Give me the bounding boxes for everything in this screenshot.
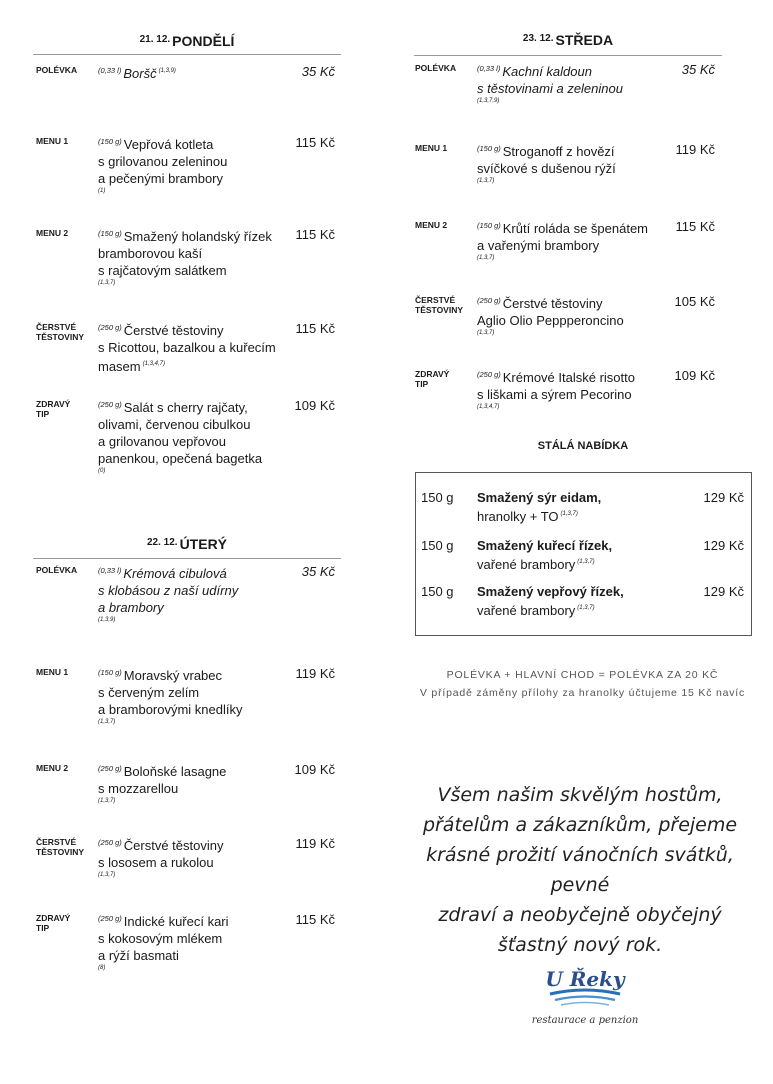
day-date: 22. 12.: [146, 537, 178, 548]
stala-dish-side: vařené brambory: [477, 603, 576, 618]
restaurant-logo: [505, 960, 665, 1030]
menu-item-description: [477, 60, 662, 105]
menu-item-text: Moravský vrabec s červeným zelím a bramborovými knedlíky: [98, 668, 243, 717]
menu-item-description: [98, 62, 283, 82]
menu-item-weight: (250 g): [98, 400, 122, 409]
greeting-line: Všem našim skvělým hostům,: [437, 784, 723, 806]
menu-item-allergens: (1,3,4,7): [142, 361, 165, 367]
menu-item-weight: (250 g): [477, 370, 501, 379]
menu-item-description: [98, 319, 283, 375]
menu-item-price: 109 Kč: [294, 398, 335, 413]
day-divider: [33, 54, 341, 55]
day-divider: [33, 558, 341, 559]
menu-item-label: ČERSTVÉ TĚSTOVINY: [36, 322, 85, 342]
menu-item-price: 115 Kč: [295, 227, 335, 242]
menu-item-description: [477, 366, 662, 411]
menu-item-weight: (0,33 l): [98, 66, 122, 75]
stala-weight: 150 g: [421, 538, 454, 553]
menu-item-description: [477, 292, 662, 337]
day-heading: [414, 32, 722, 50]
stala-dish: [477, 583, 657, 619]
stala-dish-side: hranolky + TO: [477, 509, 559, 524]
menu-item-description: [98, 664, 283, 726]
menu-item-weight: (250 g): [477, 296, 501, 305]
menu-item-label: MENU 1: [36, 667, 69, 677]
stala-dish-allergens: (1,3,7): [560, 511, 578, 517]
menu-item-description: [98, 133, 283, 195]
menu-item-text: Krémové Italské risotto s liškami a sýrem Pecorino: [477, 370, 635, 402]
day-date: 23. 12.: [522, 33, 554, 44]
menu-item-allergens: (1,3,7): [98, 872, 116, 878]
menu-item-price: 109 Kč: [294, 762, 335, 777]
combo-note: POLÉVKA + HLAVNÍ CHOD = POLÉVKA ZA 20 KČ: [446, 669, 719, 681]
side-swap-note: V případě záměny přílohy za hranolky účtujeme 15 Kč navíc: [419, 687, 746, 699]
menu-item-weight: (150 g): [477, 221, 501, 230]
stala-dish-allergens: (1,3,7): [577, 559, 595, 565]
day-name: PONDĚLÍ: [172, 33, 235, 49]
menu-item-label: ZDRAVÝ TIP: [415, 369, 450, 389]
greeting-line: přátelům a zákazníkům, přejeme: [422, 814, 738, 836]
menu-item-weight: (0,33 l): [98, 566, 122, 575]
stala-dish: [477, 489, 657, 525]
logo-name: U Řeky: [545, 967, 625, 991]
stala-dish-side: vařené brambory: [477, 557, 576, 572]
menu-item-description: [98, 225, 283, 287]
logo-tagline: restaurace a penzion: [531, 1015, 639, 1026]
menu-item-text: Boršč: [123, 66, 157, 81]
day-name: ÚTERÝ: [179, 536, 228, 552]
menu-item-weight: (150 g): [98, 229, 122, 238]
menu-item-label: POLÉVKA: [36, 65, 78, 75]
menu-item-label: ZDRAVÝ TIP: [36, 399, 71, 419]
menu-item-description: [98, 760, 283, 805]
menu-item-allergens: (1,3,7): [477, 178, 495, 184]
stala-dish-name: Smažený vepřový řízek,: [477, 584, 624, 599]
menu-item-text: Čerstvé těstoviny s lososem a rukolou: [98, 838, 224, 870]
logo-graphic: [505, 960, 665, 1030]
menu-item-price: 109 Kč: [674, 368, 715, 383]
stala-price: 129 Kč: [703, 490, 744, 505]
menu-item-text: Kachní kaldoun s těstovinami a zeleninou: [477, 64, 623, 96]
day-divider: [414, 55, 722, 56]
menu-item-text: Vepřová kotleta s grilovanou zeleninou a pečenými brambory: [98, 137, 228, 186]
menu-item-allergens: (1,3,7): [477, 330, 495, 336]
menu-item-label: MENU 2: [36, 763, 69, 773]
menu-item-price: 119 Kč: [675, 142, 715, 157]
menu-item-label: MENU 2: [36, 228, 69, 238]
greeting-line: krásné prožití vánočních svátků, pevné: [426, 844, 734, 896]
menu-item-weight: (150 g): [98, 668, 122, 677]
menu-item-allergens: (1,3,7): [98, 719, 116, 725]
menu-item-price: 35 Kč: [301, 64, 335, 79]
menu-item-price: 115 Kč: [295, 321, 335, 336]
wave-icon: [550, 990, 620, 994]
menu-item-price: 119 Kč: [295, 666, 335, 681]
menu-item-allergens: (1,3,7,9): [477, 98, 500, 104]
stala-price: 129 Kč: [703, 584, 744, 599]
wave-icon: [555, 997, 615, 1001]
stala-dish-name: Smažený kuřecí řízek,: [477, 538, 613, 553]
menu-item-weight: (150 g): [98, 137, 122, 146]
greeting-line: šťastný nový rok.: [497, 934, 663, 956]
menu-item-description: [477, 140, 662, 185]
menu-item-text: Čerstvé těstoviny s Ricottou, bazalkou a kuřecím masem: [98, 323, 276, 374]
stala-dish: [477, 537, 657, 573]
stala-weight: 150 g: [421, 490, 454, 505]
menu-item-text: Boloňské lasagne s mozzarellou: [98, 764, 227, 796]
menu-item-allergens: (1,3,4,7): [477, 404, 500, 410]
menu-item-price: 119 Kč: [295, 836, 335, 851]
menu-item-price: 115 Kč: [675, 219, 715, 234]
menu-item-text: Salát s cherry rajčaty, olivami, červenou cibulkou a grilovanou vepřovou panenkou, opečená bagetka: [98, 400, 263, 466]
stala-dish-allergens: (1,3,7): [577, 605, 595, 611]
day-heading: [33, 536, 341, 554]
menu-item-text: Krémová cibulová s klobásou z naší udírny a brambory: [98, 566, 239, 615]
menu-item-description: [98, 834, 283, 879]
menu-item-label: MENU 1: [415, 143, 448, 153]
menu-item-description: [98, 396, 283, 475]
menu-item-allergens: (1,3,7): [98, 280, 116, 286]
stala-price: 129 Kč: [703, 538, 744, 553]
menu-item-allergens: (1,3,7): [98, 798, 116, 804]
menu-item-price: 115 Kč: [295, 135, 335, 150]
stala-dish-name: Smažený sýr eidam,: [477, 490, 602, 505]
wave-icon: [561, 1003, 609, 1006]
menu-item-allergens: (1,3,7): [477, 255, 495, 261]
stala-weight: 150 g: [421, 584, 454, 599]
menu-item-text: Čerstvé těstoviny Aglio Olio Peppperoncino: [477, 296, 624, 328]
menu-item-price: 105 Kč: [674, 294, 715, 309]
menu-item-text: Smažený holandský řízek bramborovou kaší s rajčatovým salátkem: [98, 229, 272, 278]
stala-nabidka-title: STÁLÁ NABÍDKA: [537, 440, 629, 452]
menu-item-price: 115 Kč: [295, 912, 335, 927]
menu-item-allergens: (8): [98, 965, 106, 971]
menu-item-weight: (0,33 l): [477, 64, 501, 73]
menu-item-description: [98, 910, 283, 972]
menu-item-label: ČERSTVÉ TĚSTOVINY: [36, 837, 85, 857]
menu-item-allergens: (1,3,9): [158, 68, 176, 74]
day-name: STŘEDA: [555, 32, 614, 48]
menu-item-label: ČERSTVÉ TĚSTOVINY: [415, 295, 464, 315]
menu-item-weight: (250 g): [98, 323, 122, 332]
menu-item-label: POLÉVKA: [36, 565, 78, 575]
christmas-greeting: [405, 780, 755, 960]
menu-item-label: ZDRAVÝ TIP: [36, 913, 71, 933]
greeting-line: zdraví a neobyčejně obyčejný: [438, 904, 722, 926]
day-date: 21. 12.: [139, 34, 171, 45]
menu-item-text: Krůtí roláda se špenátem a vařenými brambory: [477, 221, 649, 253]
menu-item-label: POLÉVKA: [415, 63, 457, 73]
menu-item-description: [477, 217, 662, 262]
menu-item-text: Stroganoff z hovězí svíčkové s dušenou rýží: [477, 144, 616, 176]
menu-item-label: MENU 2: [415, 220, 448, 230]
menu-item-weight: (250 g): [98, 838, 122, 847]
menu-item-label: MENU 1: [36, 136, 69, 146]
menu-item-allergens: (1): [98, 188, 106, 194]
menu-item-weight: (150 g): [477, 144, 501, 153]
menu-item-weight: (250 g): [98, 764, 122, 773]
menu-item-price: 35 Kč: [301, 564, 335, 579]
menu-item-weight: (250 g): [98, 914, 122, 923]
menu-item-allergens: (0): [98, 468, 106, 474]
menu-item-text: Indické kuřecí kari s kokosovým mlékem a rýží basmati: [98, 914, 229, 963]
menu-item-price: 35 Kč: [681, 62, 715, 77]
menu-item-description: [98, 562, 283, 624]
day-heading: [33, 33, 341, 51]
menu-item-allergens: (1,3,9): [98, 617, 116, 623]
